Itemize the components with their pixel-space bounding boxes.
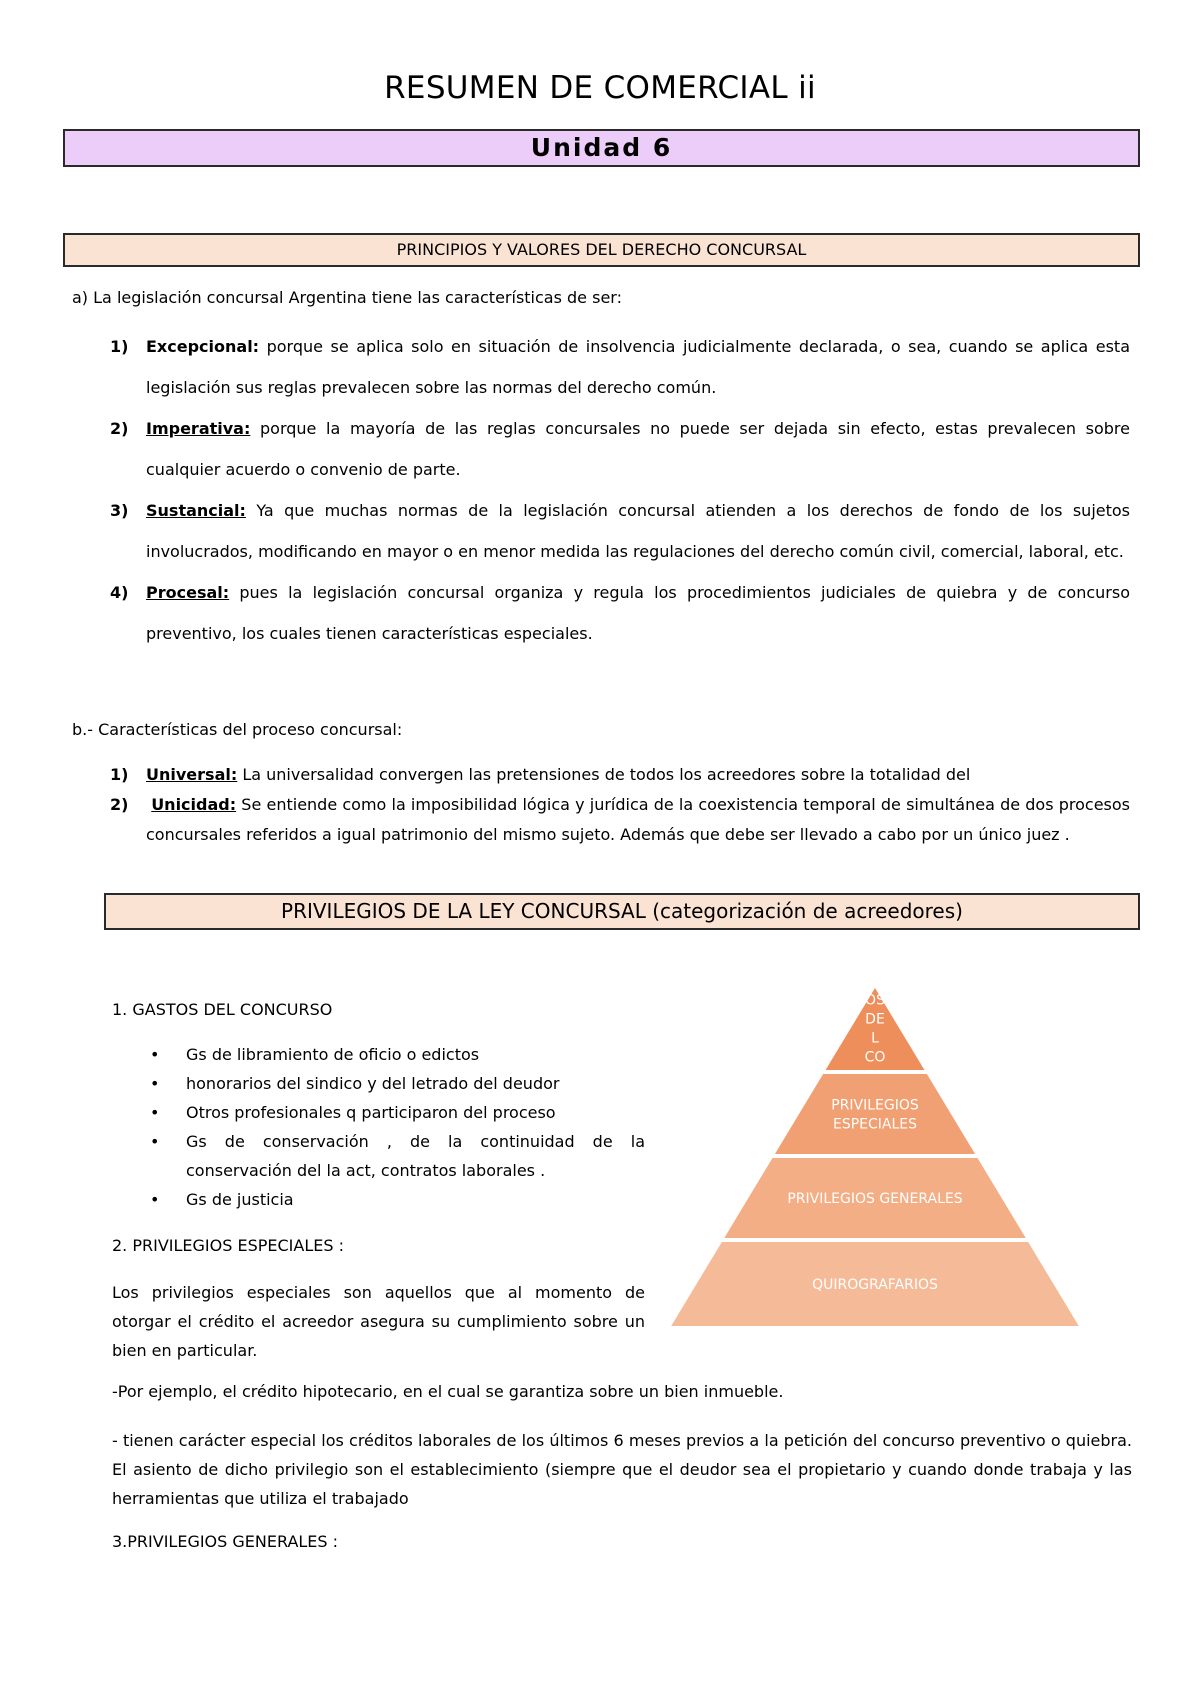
bullet-icon: • xyxy=(150,1132,160,1151)
list-item xyxy=(110,326,1130,408)
list-item: • honorarios del sindico y del letrado del deudor xyxy=(150,1069,645,1098)
item-text xyxy=(146,490,1130,572)
pyramid-tier-label: DE xyxy=(865,1011,885,1028)
list-item: • Gs de justicia xyxy=(150,1185,645,1214)
item-description: porque se aplica solo en situación de insolvencia judicialmente declarada, o sea, cuando se aplica esta legislación sus reglas prevalecen sobre las normas del derecho común. xyxy=(146,337,1130,397)
item-term: Procesal: xyxy=(146,583,230,602)
pyramid-tier-label: QUIROGRAFARIOS xyxy=(812,1277,938,1293)
item-term: Sustancial: xyxy=(146,501,246,520)
item-term: Universal: xyxy=(146,765,238,784)
creditor-pyramid xyxy=(670,988,1080,1328)
item-text xyxy=(146,760,1130,790)
item-text xyxy=(146,326,1130,408)
list-item: • Gs de libramiento de oficio o edictos xyxy=(150,1040,645,1069)
pyramid-tier-label: PRIVILEGIOS GENERALES xyxy=(787,1191,963,1207)
section-principios-heading: PRINCIPIOS Y VALORES DEL DERECHO CONCURSAL xyxy=(63,233,1140,267)
item-description: pues la legislación concursal organiza y regula los procedimientos judiciales de quiebra y de concurso preventivo, los cuales tienen características especiales. xyxy=(146,583,1130,643)
laborales-text: - tienen carácter especial los créditos laborales de los últimos 6 meses previos a la petición del concurso preventivo o quiebra. El asiento de dicho privilegio son el establecimiento (siempre que el deudor sea el propietario y cuando donde trabaja y las herramientas que utiliza el trabajado xyxy=(112,1431,1132,1508)
item-description: porque la mayoría de las reglas concursales no puede ser dejada sin efecto, estas prevalecen sobre cualquier acuerdo o convenio de parte. xyxy=(146,419,1130,479)
pyramid-tier-label: PRIVILEGIOS xyxy=(831,1097,919,1114)
item-text xyxy=(146,572,1130,654)
pyramid-tier-label: L xyxy=(871,1030,879,1047)
section-a-intro: a) La legislación concursal Argentina tiene las características de ser: xyxy=(72,288,622,307)
bullet-icon: • xyxy=(150,1103,160,1122)
section-b-intro: b.- Características del proceso concursal: xyxy=(72,720,403,739)
bullet-icon: • xyxy=(150,1045,160,1064)
item-description: La universalidad convergen las pretensiones de todos los acreedores sobre la totalidad del xyxy=(237,765,971,784)
item-number: 1) xyxy=(110,337,129,356)
document-title: RESUMEN DE COMERCIAL ii xyxy=(384,70,816,106)
pyramid-tier-label: CO xyxy=(864,1049,886,1066)
pyramid-tier xyxy=(775,1074,975,1154)
item-number: 2) xyxy=(110,419,129,438)
bullet-icon: • xyxy=(150,1190,160,1209)
section-b-list xyxy=(110,760,1130,850)
item-text xyxy=(146,408,1130,490)
item-number: 3) xyxy=(110,501,129,520)
gastos-heading: 1. GASTOS DEL CONCURSO xyxy=(112,1000,333,1019)
pyramid-tier-label: OS xyxy=(865,992,885,1009)
item-text xyxy=(146,790,1130,850)
item-number: 1) xyxy=(110,765,129,784)
list-item xyxy=(110,760,1130,790)
item-term: Unicidad: xyxy=(151,795,237,814)
section-privilegios-heading: PRIVILEGIOS DE LA LEY CONCURSAL (categorización de acreedores) xyxy=(104,893,1140,930)
item-term: Excepcional: xyxy=(146,337,260,356)
especiales-heading: 2. PRIVILEGIOS ESPECIALES : xyxy=(112,1236,344,1255)
unit-heading: Unidad 6 xyxy=(63,129,1140,167)
gastos-list xyxy=(150,1040,645,1214)
bullet-icon: • xyxy=(150,1074,160,1093)
list-item xyxy=(110,790,1130,850)
especiales-text: Los privilegios especiales son aquellos que al momento de otorgar el crédito el acreedor asegura su cumplimiento sobre un bien en particular. xyxy=(112,1283,645,1360)
list-item: • Otros profesionales q participaron del proceso xyxy=(150,1098,645,1127)
example-text: -Por ejemplo, el crédito hipotecario, en el cual se garantiza sobre un bien inmueble. xyxy=(112,1382,784,1401)
list-item: • Gs de conservación , de la continuidad de la conservación del la act, contratos laborales . xyxy=(150,1127,645,1185)
pyramid-tier-label: ESPECIALES xyxy=(832,1116,918,1133)
list-item xyxy=(110,490,1130,572)
item-number: 2) xyxy=(110,795,129,814)
list-item xyxy=(110,572,1130,654)
list-item xyxy=(110,408,1130,490)
generales-heading: 3.PRIVILEGIOS GENERALES : xyxy=(112,1532,339,1551)
item-number: 4) xyxy=(110,583,129,602)
item-description: Ya que muchas normas de la legislación concursal atienden a los derechos de fondo de los sujetos involucrados, modificando en mayor o en menor medida las regulaciones del derecho común civil, comercial, laboral, etc. xyxy=(146,501,1130,561)
item-term: Imperativa: xyxy=(146,419,251,438)
section-a-list xyxy=(110,326,1130,654)
item-description: Se entiende como la imposibilidad lógica y jurídica de la coexistencia temporal de simultánea de dos procesos concursales referidos a igual patrimonio del mismo sujeto. Además que debe ser llevado a cabo por un único juez . xyxy=(146,795,1130,844)
